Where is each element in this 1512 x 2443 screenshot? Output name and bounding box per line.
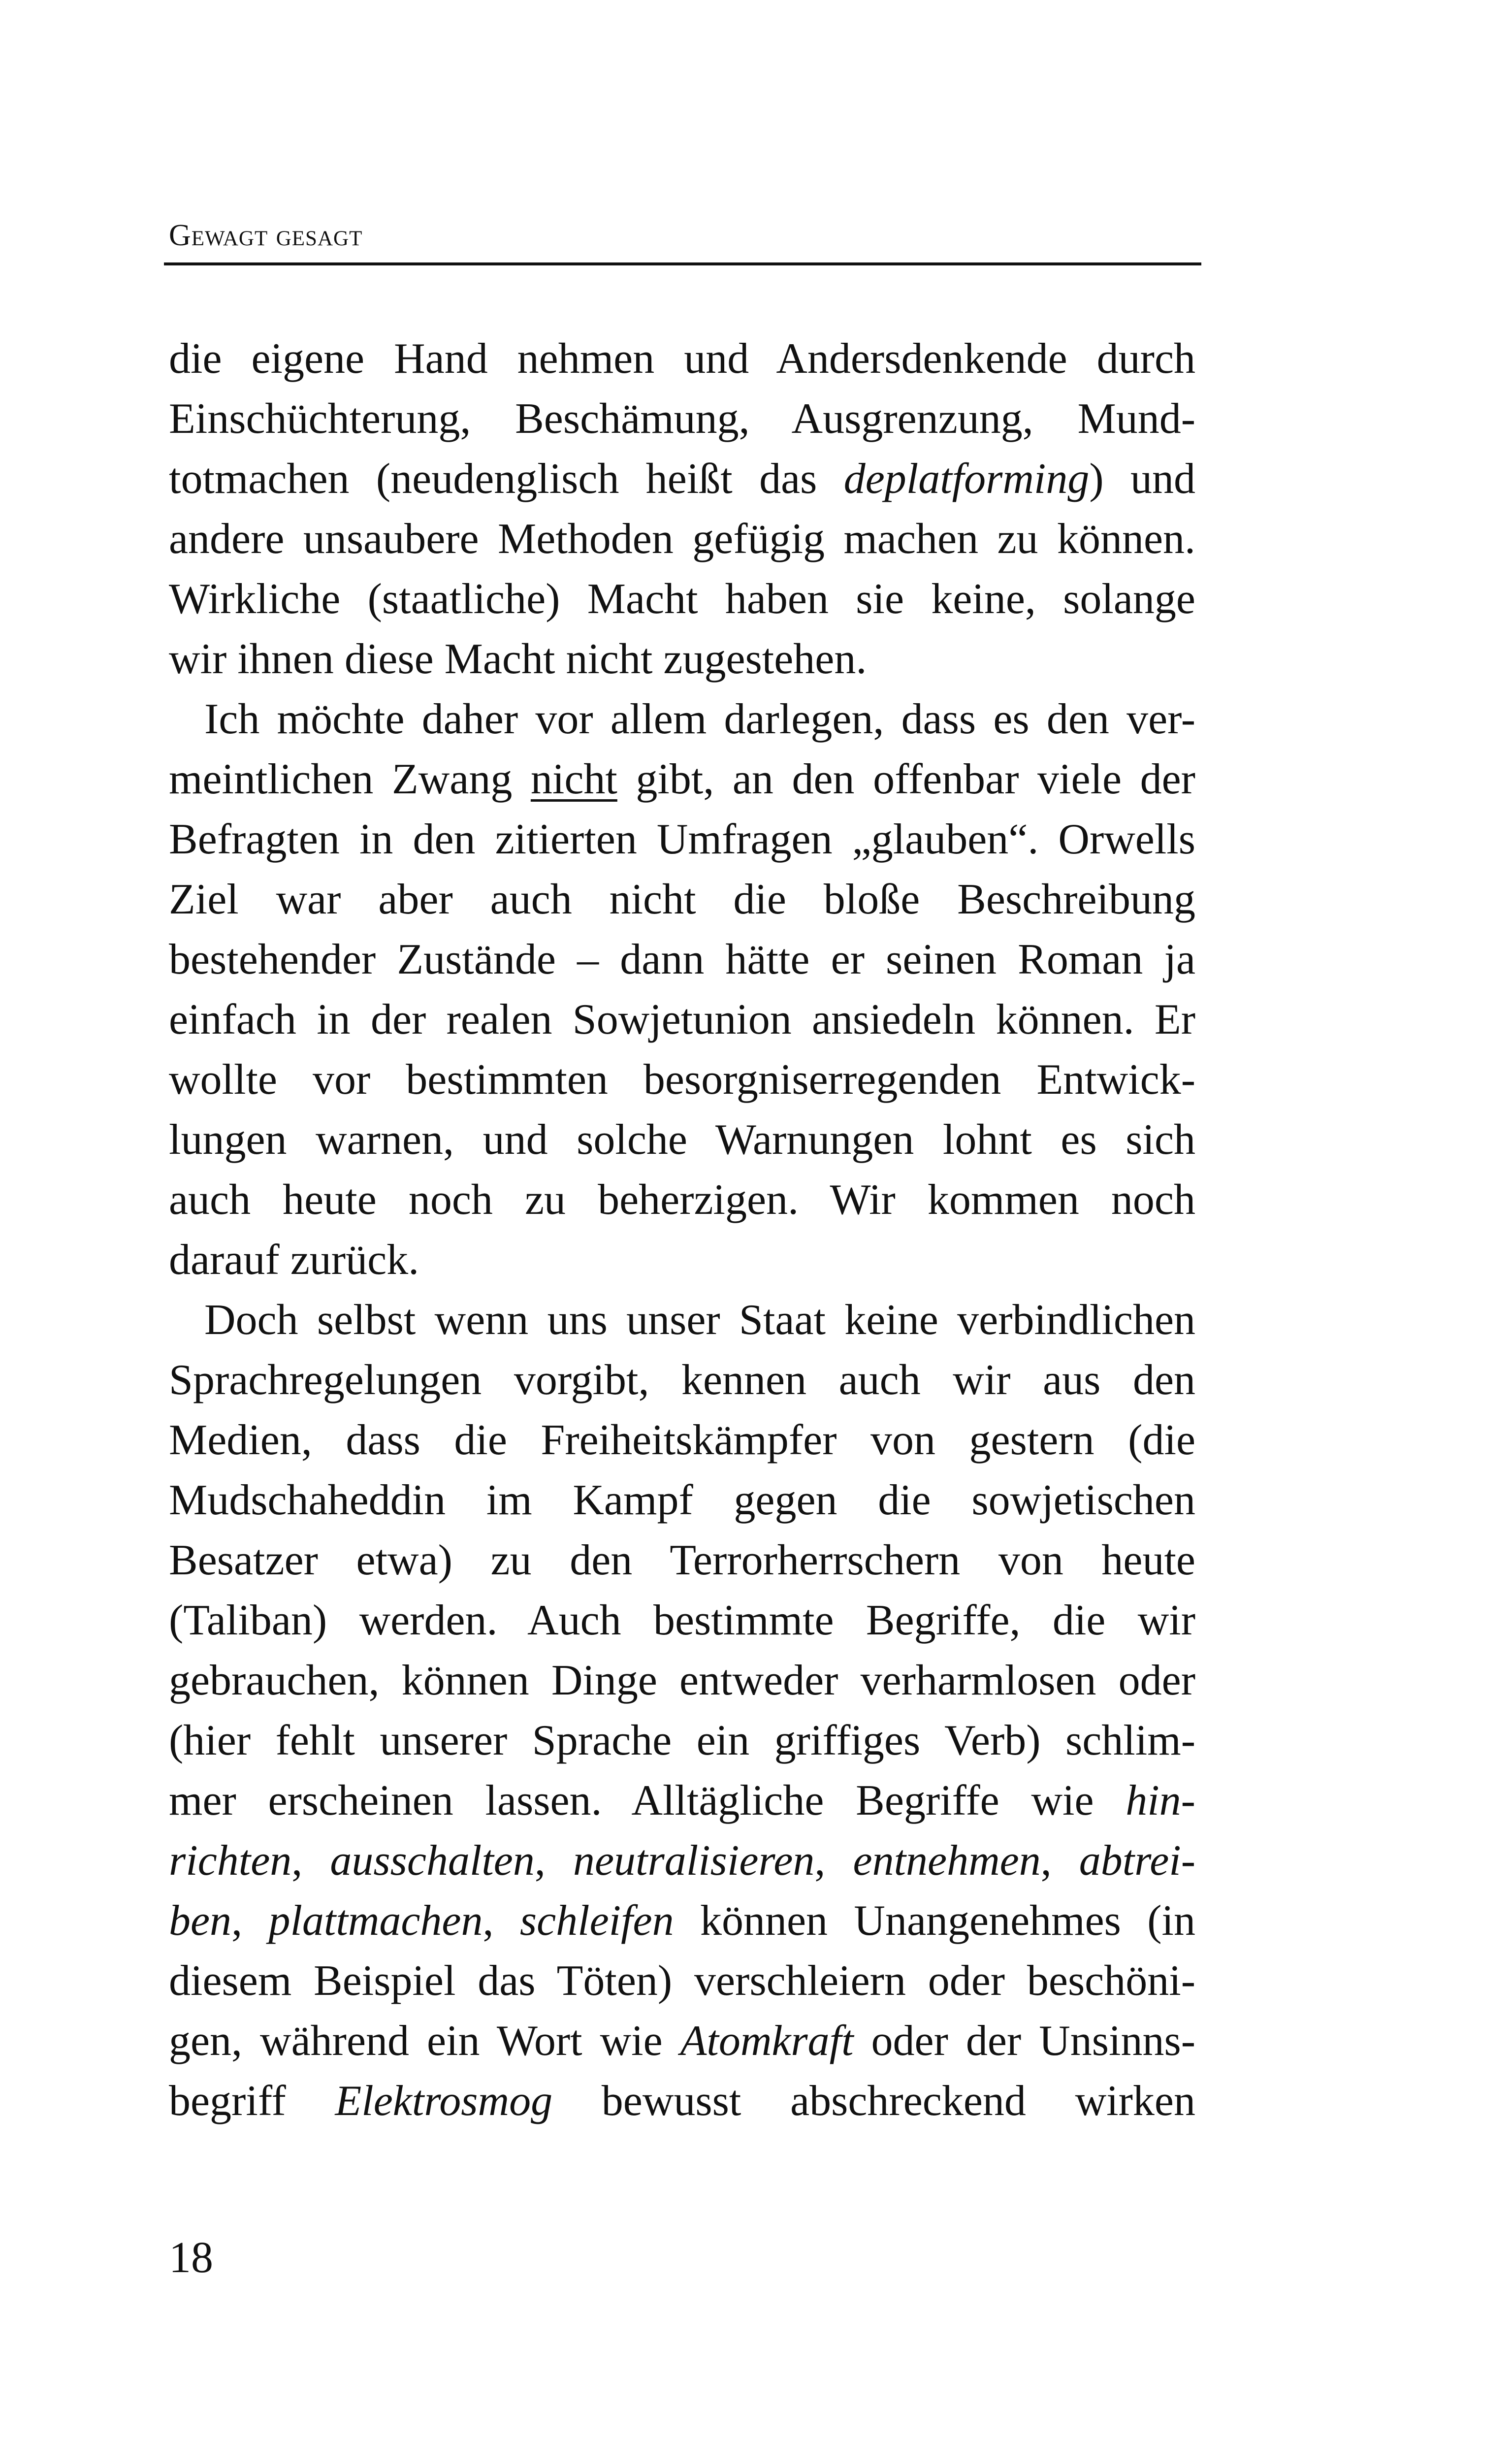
text-line: Einschüchterung, Beschämung, Ausgrenzung, Mund- bbox=[169, 395, 1195, 443]
text-line: begriff Elektrosmog bewusst abschreckend wirken bbox=[169, 2077, 1195, 2125]
text-line: Wirkliche (staatliche) Macht haben sie keine, solange bbox=[169, 575, 1195, 623]
italic-term: abtrei- bbox=[1079, 1837, 1196, 1885]
text-line: die eigene Hand nehmen und Andersdenkende durch bbox=[169, 335, 1195, 383]
text-line: andere unsaubere Methoden gefügig machen zu können. bbox=[169, 515, 1195, 563]
italic-term: hin- bbox=[1126, 1777, 1195, 1824]
italic-term: neutralisieren bbox=[573, 1837, 815, 1885]
italic-term: Elektrosmog bbox=[335, 2077, 553, 2125]
text-line: mer erscheinen lassen. Alltägliche Begriffe wie hin- bbox=[169, 1777, 1195, 1824]
italic-term: ben bbox=[169, 1897, 232, 1945]
italic-term: schleifen bbox=[519, 1897, 674, 1945]
text-line: Ziel war aber auch nicht die bloße Beschreibung bbox=[169, 876, 1195, 923]
italic-term: ausschalten bbox=[330, 1837, 535, 1885]
text-line: bestehender Zustände – dann hätte er seinen Roman ja bbox=[169, 936, 1195, 983]
text-line: Mudschaheddin im Kampf gegen die sowjetischen bbox=[169, 1476, 1195, 1524]
text-line: lungen warnen, und solche Warnungen lohnt es sich bbox=[169, 1116, 1195, 1164]
body-text bbox=[169, 329, 1195, 2131]
text-line: diesem Beispiel das Töten) verschleiern oder beschöni- bbox=[169, 1957, 1195, 2005]
text-line: gen, während ein Wort wie Atomkraft oder der Unsinns- bbox=[169, 2017, 1195, 2065]
text-line: richten, ausschalten, neutralisieren, entnehmen, abtrei- bbox=[169, 1837, 1196, 1885]
text-line: Medien, dass die Freiheitskämpfer von gestern (die bbox=[169, 1416, 1195, 1464]
text-line: meintlichen Zwang nicht gibt, an den offenbar viele der bbox=[169, 755, 1195, 803]
italic-term: plattmachen bbox=[268, 1897, 483, 1945]
italic-term: deplatforming bbox=[843, 455, 1090, 503]
text-line: Doch selbst wenn uns unser Staat keine verbindlichen bbox=[204, 1296, 1195, 1344]
text-line: (Taliban) werden. Auch bestimmte Begriffe, die wir bbox=[169, 1596, 1195, 1644]
text-line: wir ihnen diese Macht nicht zugestehen. bbox=[169, 635, 867, 683]
italic-term: Atomkraft bbox=[680, 2017, 854, 2065]
text-line: Ich möchte daher vor allem darlegen, dass es den ver- bbox=[204, 695, 1195, 743]
italic-term: richten bbox=[169, 1837, 292, 1885]
underlined-word: nicht bbox=[530, 755, 617, 803]
text-line: darauf zurück. bbox=[169, 1236, 419, 1284]
text-line: auch heute noch zu beherzigen. Wir kommen noch bbox=[169, 1176, 1195, 1224]
text-line: gebrauchen, können Dinge entweder verharmlosen oder bbox=[169, 1657, 1195, 1704]
text-line: totmachen (neudenglisch heißt das deplatforming) und bbox=[169, 455, 1195, 503]
running-header: Gewagt gesagt bbox=[169, 219, 363, 252]
italic-term: entnehmen bbox=[853, 1837, 1041, 1885]
text-line: (hier fehlt unserer Sprache ein griffiges Verb) schlim- bbox=[169, 1717, 1195, 1764]
text-line: Besatzer etwa) zu den Terrorherrschern von heute bbox=[169, 1536, 1195, 1584]
text-line: einfach in der realen Sowjetunion ansiedeln können. Er bbox=[169, 996, 1195, 1043]
page-number: 18 bbox=[169, 2233, 213, 2282]
text-line: Sprachregelungen vorgibt, kennen auch wir aus den bbox=[169, 1356, 1195, 1404]
text-line: ben, plattmachen, schleifen können Unangenehmes (in bbox=[169, 1897, 1196, 1945]
text-line: wollte vor bestimmten besorgniserregenden Entwick- bbox=[169, 1056, 1195, 1104]
header-rule bbox=[164, 262, 1201, 265]
text-line: Befragten in den zitierten Umfragen „glauben“. Orwells bbox=[169, 815, 1195, 863]
